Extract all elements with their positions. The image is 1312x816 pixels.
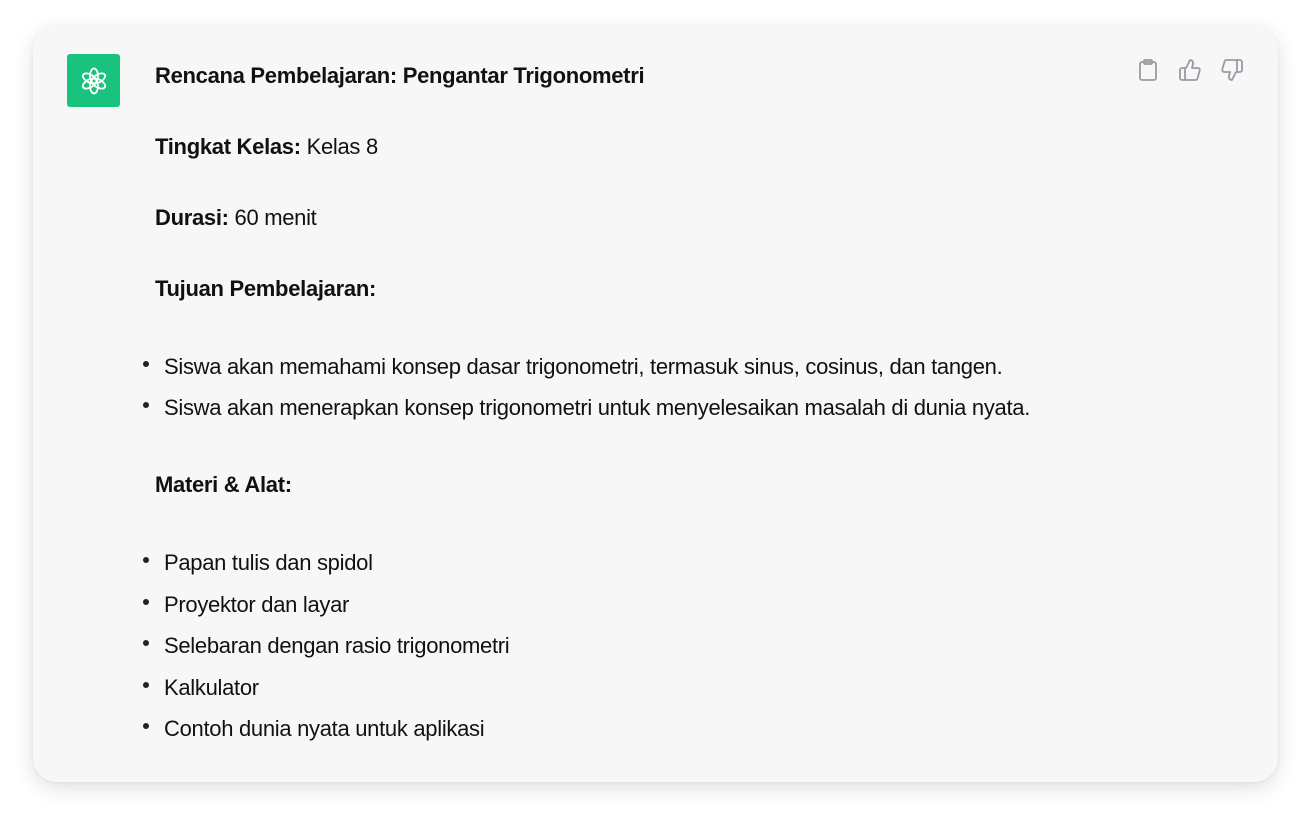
grade-label: Tingkat Kelas:	[155, 134, 301, 159]
list-item: Siswa akan menerapkan konsep trigonometri untuk menyelesaikan masalah di dunia nyata.	[143, 387, 1073, 428]
grade-value: Kelas 8	[306, 134, 378, 159]
thumbs-down-icon	[1220, 58, 1244, 82]
list-item: Papan tulis dan spidol	[143, 542, 1155, 584]
materials-heading: Materi & Alat:	[155, 472, 292, 497]
list-item: Contoh dunia nyata untuk aplikasi	[143, 708, 1155, 750]
objectives-heading: Tujuan Pembelajaran:	[155, 276, 376, 301]
list-item: Proyektor dan layar	[143, 584, 1155, 626]
duration-line	[155, 204, 1155, 232]
objectives-list	[143, 346, 1073, 428]
like-button[interactable]	[1178, 58, 1202, 82]
duration-label: Durasi:	[155, 205, 229, 230]
thumbs-up-icon	[1178, 58, 1202, 82]
lesson-title: Rencana Pembelajaran: Pengantar Trigonometri	[155, 63, 645, 88]
materials-list	[143, 542, 1155, 750]
dislike-button[interactable]	[1220, 58, 1244, 82]
grade-line	[155, 133, 1155, 161]
duration-value: 60 menit	[234, 205, 317, 230]
list-item: Siswa akan memahami konsep dasar trigonometri, termasuk sinus, cosinus, dan tangen.	[143, 346, 1073, 387]
message-content	[155, 62, 1155, 750]
list-item: Selebaran dengan rasio trigonometri	[143, 625, 1155, 667]
assistant-avatar	[67, 54, 120, 107]
list-item: Kalkulator	[143, 667, 1155, 709]
openai-logo-icon	[79, 66, 109, 96]
assistant-message-card	[33, 26, 1278, 782]
